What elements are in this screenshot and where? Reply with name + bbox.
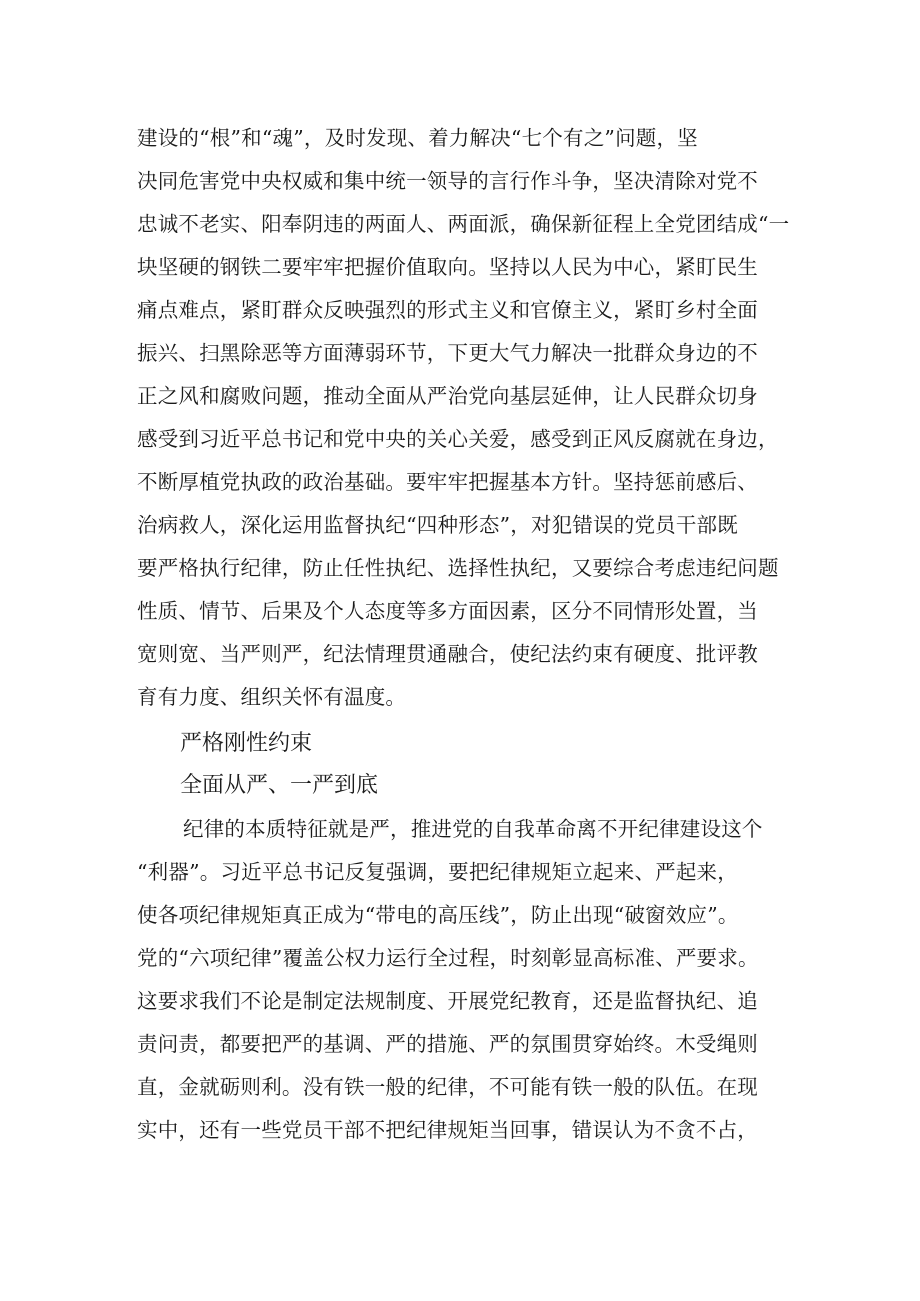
paragraph-line: 育有力度、组织关怀有温度。 xyxy=(137,685,407,709)
paragraph-line: 建设的“根”和“魂”，及时发现、着力解决“七个有之”问题，坚 xyxy=(137,126,698,150)
paragraph-line: 要严格执行纪律，防止任性执纪、选择性执纪，又要综合考虑违纪问题 xyxy=(137,556,779,580)
paragraph-line: 这要求我们不论是制定法规制度、开展党纪教育，还是监督执纪、追 xyxy=(137,989,758,1013)
paragraph-line: 决同危害党中央权威和集中统一领导的言行作斗争，坚决清除对党不 xyxy=(137,169,758,193)
section-subheading: 全面从严、一严到底 xyxy=(180,773,379,798)
paragraph-line: 纪律的本质特征就是严，推进党的自我革命离不开纪律建设这个 xyxy=(183,817,763,841)
paragraph-line: 使各项纪律规矩真正成为“带电的高压线”，防止出现“破窗效应”。 xyxy=(137,903,739,927)
section-heading: 严格刚性约束 xyxy=(180,731,313,756)
paragraph-line: 党的“六项纪律”覆盖公权力运行全过程，时刻彰显高标准、严要求。 xyxy=(137,946,759,970)
paragraph-line: 正之风和腐败问题，推动全面从严治党向基层延伸，让人民群众切身 xyxy=(137,384,758,408)
paragraph-line: 治病救人，深化运用监督执纪“四种形态”，对犯错误的党员干部既 xyxy=(137,513,738,537)
paragraph-line: 振兴、扫黑除恶等方面薄弱环节，下更大气力解决一批群众身边的不 xyxy=(137,341,758,365)
paragraph-line: 不断厚植党执政的政治基础。要牢牢把握基本方针。坚持惩前感后、 xyxy=(137,470,758,494)
paragraph-line: 痛点难点，紧盯群众反映强烈的形式主义和官僚主义，紧盯乡村全面 xyxy=(137,298,758,322)
paragraph-line: 直，金就砺则利。没有铁一般的纪律，不可能有铁一般的队伍。在现 xyxy=(137,1075,758,1099)
paragraph-line: 感受到习近平总书记和党中央的关心关爱，感受到正风反腐就在身边， xyxy=(137,427,779,451)
paragraph-line: 实中，还有一些党员干部不把纪律规矩当回事，错误认为不贪不占， xyxy=(137,1118,758,1142)
paragraph-line: 块坚硬的钢铁二要牢牢把握价值取向。坚持以人民为中心，紧盯民生 xyxy=(137,255,758,279)
paragraph-line: 性质、情节、后果及个人态度等多方面因素，区分不同情形处置，当 xyxy=(137,599,758,623)
paragraph-line: 忠诚不老实、阳奉阴违的两面人、两面派，确保新征程上全党团结成“一 xyxy=(137,212,790,236)
paragraph-line: “利器”。习近平总书记反复强调，要把纪律规矩立起来、严起来， xyxy=(137,860,738,884)
paragraph-line: 宽则宽、当严则严，纪法情理贯通融合，使纪法约束有硬度、批评教 xyxy=(137,642,758,666)
paragraph-line: 责问责，都要把严的基调、严的措施、严的氛围贯穿始终。木受绳则 xyxy=(137,1032,758,1056)
